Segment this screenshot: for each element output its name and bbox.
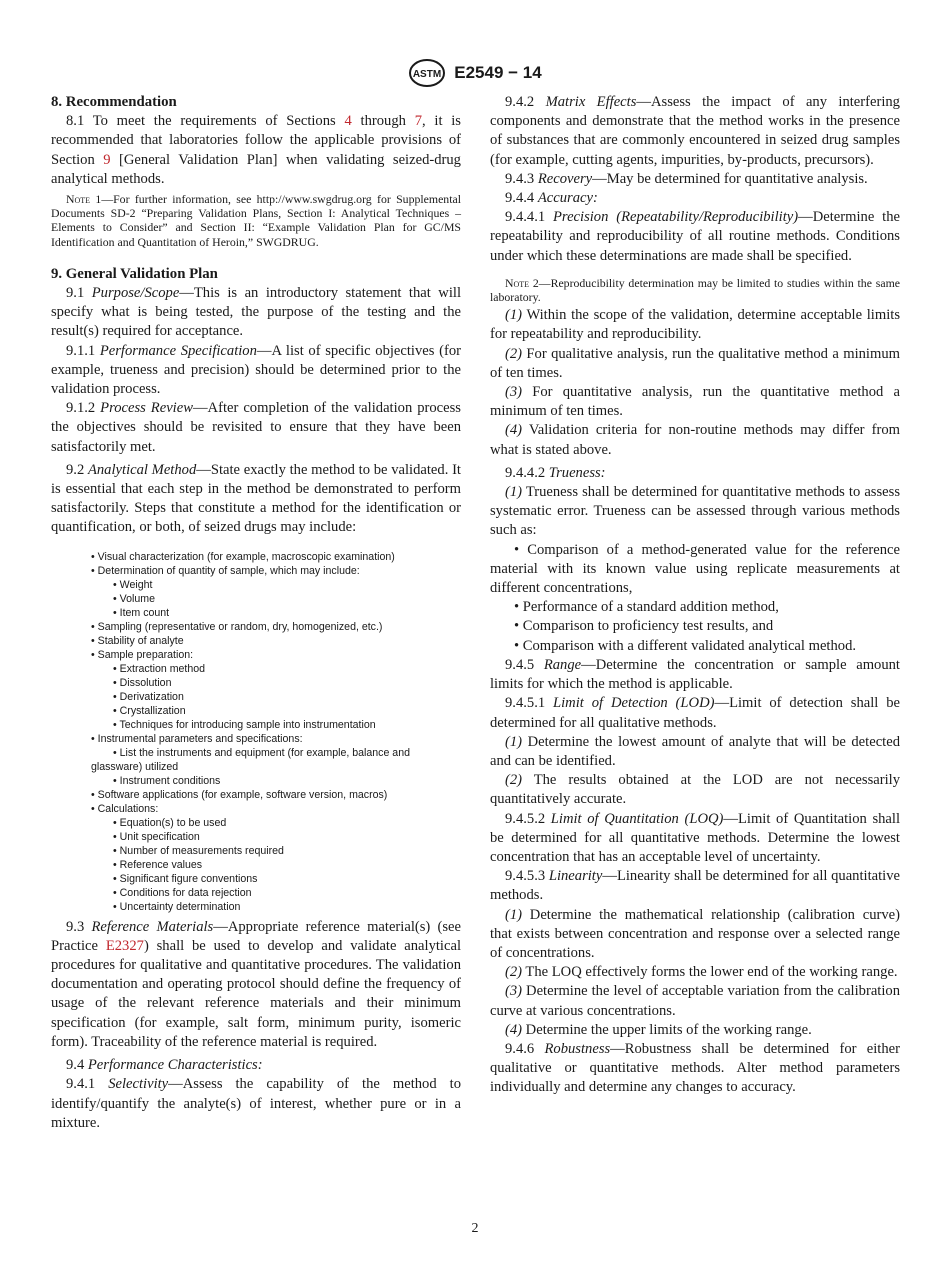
list-item: (1) Determine the mathematical relationship (calibration curve) that exists between concentration and response over a selected range of concentrations. (490, 906, 900, 961)
list-item: • Volume (113, 592, 155, 605)
paragraph-9-1-2: 9.1.2 Process Review—After completion of the validation process the objectives should be revisited to ensure that they have been satisfactorily met. (51, 400, 461, 455)
list-item: • Software applications (for example, software version, macros) (91, 788, 388, 801)
list-item: • Sampling (representative or random, dry, homogenized, etc.) (91, 620, 383, 633)
paragraph-9-4-5: 9.4.5 Range—Determine the concentration or sample amount limits for which the method is applicable. (490, 656, 900, 693)
section-7-link[interactable]: 7 (414, 113, 422, 130)
astm-logo-icon (408, 58, 446, 88)
list-item: • Significant figure conventions (113, 872, 258, 885)
paragraph-9-4-4-2: 9.4.4.2 Trueness: (505, 464, 606, 481)
list-item: • Instrument conditions (113, 774, 221, 787)
paragraph-9-4-4-1: 9.4.4.1 Precision (Repeatability/Reproducibility)—Determine the repeatability and reproducibility of all routine methods. Conditions under which these determinations are made shall be specified. (490, 209, 900, 264)
list-item: • Equation(s) to be used (113, 816, 227, 829)
list-item: (1) Trueness shall be determined for quantitative methods to assess systematic error. Trueness can be assessed through various methods such as: (490, 484, 900, 539)
list-item: (2) The results obtained at the LOD are not necessarily quantitatively accurate. (490, 772, 900, 808)
paragraph-9-4: 9.4 Performance Characteristics: (66, 1057, 263, 1074)
list-item: • Item count (113, 606, 170, 619)
paragraph-9-1: 9.1 Purpose/Scope—This is an introductory statement that will specify what is being tested, the purpose of the testing and the result(s) required for acceptance. (51, 285, 462, 340)
paragraph-9-4-5-1: 9.4.5.1 Limit of Detection (LOD)—Limit of detection shall be determined for all qualitative methods. (490, 695, 900, 731)
paragraph-9-4-1: 9.4.1 Selectivity—Assess the capability of the method to identify/quantify the analyte(s) of interest, whether pure or in a mixture. (51, 1076, 462, 1131)
list-item: • Stability of analyte (91, 634, 184, 647)
list-item: (1) Within the scope of the validation, determine acceptable limits for repeatability and reproducibility. (490, 307, 900, 343)
bullet-item: • Performance of a standard addition method, (514, 599, 779, 616)
list-item: • Crystallization (113, 704, 186, 717)
section-8-heading: 8. Recommendation (51, 94, 177, 110)
list-item: (4) Validation criteria for non-routine methods may differ from what is stated above. (490, 422, 900, 458)
list-item: • List the instruments and equipment (for example, balance and glassware) utilized (91, 746, 410, 773)
note-2: Note 2—Reproducibility determination may be limited to studies within the same laboratory. (490, 275, 900, 305)
list-item: • Reference values (113, 858, 203, 871)
list-item: • Conditions for data rejection (113, 886, 252, 899)
list-item: (3) Determine the level of acceptable variation from the calibration curve at various concentrations. (490, 983, 900, 1019)
list-item: • Determination of quantity of sample, which may include: (91, 564, 360, 577)
list-item: (2) The LOQ effectively forms the lower end of the working range. (505, 964, 898, 981)
paragraph-9-4-6: 9.4.6 Robustness—Robustness shall be determined for either qualitative or quantitative methods. Alter method parameters individually and determine any changes to accuracy. (490, 1040, 900, 1096)
paragraph-9-4-2: 9.4.2 Matrix Effects—Assess the impact of any interfering components and demonstrate that the method works in the presence of substances that are commonly encountered in seized drug samples (for example, cutting agents, impurities, by-products, precursors). (490, 94, 900, 168)
note-1: Note 1—For further information, see http://www.swgdrug.org for Supplemental Documents SD-2 “Preparing Validation Plans, Section I: Analytical Techniques – Elements to Consider” and Section II: “Example Validation Plan for GC/MS Identification and Quantitation of Heroin,” SWGDRUG. (51, 192, 461, 249)
list-item: (3) For quantitative analysis, run the quantitative method a minimum of ten times. (490, 384, 900, 420)
bullet-item: • Comparison with a different validated analytical method. (514, 637, 857, 654)
list-item: • Dissolution (113, 676, 172, 689)
list-item: • Unit specification (113, 830, 200, 843)
paragraph-9-4-5-2: 9.4.5.2 Limit of Quantitation (LOQ)—Limit of Quantitation shall be determined for all quantitative methods. Determine the lowest concentration that has an acceptable level of uncertainty. (490, 810, 901, 865)
section-9-heading: 9. General Validation Plan (51, 265, 218, 282)
paragraph-9-1-1: 9.1.1 Performance Specification—A list of specific objectives (for example, trueness and precision) should be determined prior to the validation process. (51, 342, 461, 398)
logo-text: ASTM (413, 69, 442, 80)
list-item: (1) Determine the lowest amount of analyte that will be detected and can be identified. (490, 733, 900, 769)
paragraph-9-4-5-3: 9.4.5.3 Linearity—Linearity shall be determined for all quantitative methods. (490, 868, 901, 904)
left-column (51, 93, 461, 1133)
document-number: E2549 − 14 (454, 63, 542, 82)
right-column (490, 93, 900, 1098)
list-item: • Number of measurements required (113, 844, 284, 857)
section-9-link[interactable]: 9 (103, 151, 111, 168)
page-number: 2 (471, 1221, 479, 1236)
list-item: • Calculations: (91, 802, 159, 815)
section-4-link[interactable]: 4 (344, 113, 352, 130)
page-header (0, 58, 950, 88)
e2327-link[interactable]: E2327 (105, 937, 144, 954)
list-item: • Sample preparation: (91, 648, 194, 661)
list-item: • Instrumental parameters and specifications: (91, 732, 303, 745)
list-item: (2) For qualitative analysis, run the qualitative method a minimum of ten times. (490, 345, 900, 381)
list-item: • Techniques for introducing sample into instrumentation (113, 718, 376, 731)
bullet-item: • Comparison of a method-generated value for the reference material with its known value using replicate measurements at different concentrations, (490, 541, 900, 597)
list-item: • Extraction method (113, 662, 206, 675)
method-steps-list (51, 550, 461, 914)
list-item: • Derivatization (113, 690, 184, 703)
paragraph-9-4-3: 9.4.3 Recovery—May be determined for quantitative analysis. (505, 170, 868, 187)
list-item: • Uncertainty determination (113, 900, 241, 913)
list-item: • Visual characterization (for example, macroscopic examination) (91, 550, 395, 563)
list-item: (4) Determine the upper limits of the working range. (505, 1021, 812, 1038)
paragraph-9-2: 9.2 Analytical Method—State exactly the method to be validated. It is essential that each step in the method be demonstrated to perform satisfactorily. Steps that constitute a method for the identification or quantification, or both, of seized drugs may include: (51, 461, 461, 536)
paragraph-9-4-4: 9.4.4 Accuracy: (505, 190, 598, 207)
paragraph-9-3: 9.3 Reference Materials—Appropriate reference material(s) (see Practice E2327) shall be used to develop and validate analytical procedures for qualitative and quantitative procedures. The validation documentation and operating protocol should define the frequency of usage of the relevant reference materials and their minimum specification (for example, salt form, minimum purity, isomeric form). Traceability of the reference material is required. (51, 918, 461, 1050)
list-item: • Weight (113, 578, 153, 591)
bullet-item: • Comparison to proficiency test results, and (514, 618, 774, 635)
paragraph-8-1: 8.1 To meet the requirements of Sections 4 through 7, it is recommended that laboratories follow the applicable provisions of Section 9 [General Validation Plan] when validating seized-drug analytical methods. (51, 113, 461, 187)
